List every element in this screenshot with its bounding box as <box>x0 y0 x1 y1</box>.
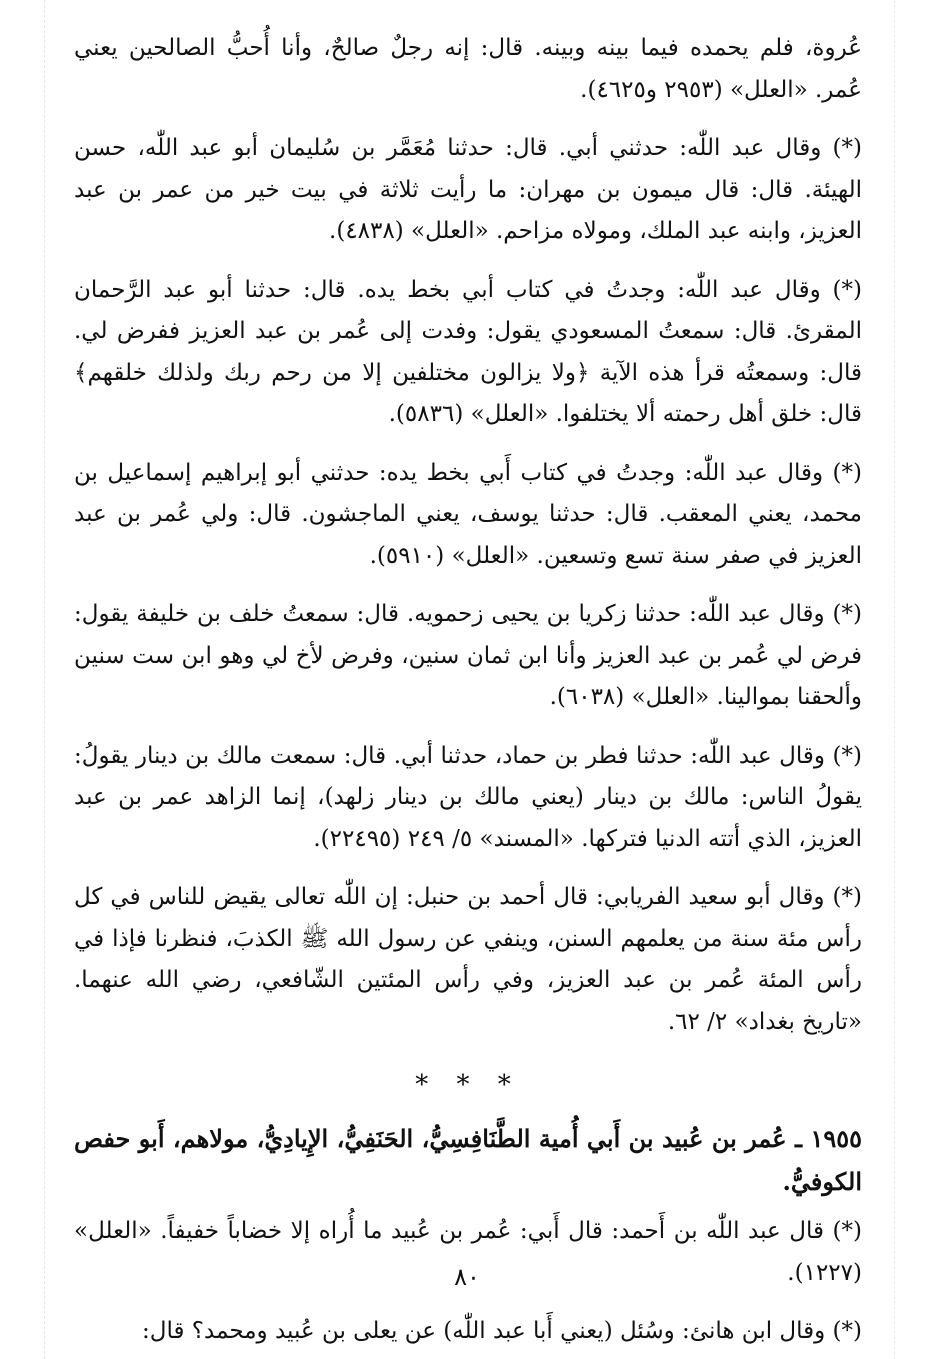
paragraph-gap <box>74 436 862 453</box>
paragraph-gap <box>74 253 862 270</box>
paragraph-gap <box>74 719 862 736</box>
paragraph-5910: (*) وقال عبد اللّٰه: وجدتُ في كتاب أَبي بخط يده: حدثني أبو إبراهيم إسماعيل بن محمد، يعني المعقب. قال: حدثنا يوسف، يعني الماجشون. قال: ولي عُمر بن عبد العزيز في صفر سنة تسع وتسعين. «العلل» (٥٩١٠). <box>74 459 862 569</box>
scan-edge-left <box>44 0 46 1359</box>
paragraph-4838: (*) وقال عبد اللّٰه: حدثني أبي. قال: حدثنا مُعَمَّر بن سُليمان أبو عبد اللّٰه، حسن الهيئة. قال: قال ميمون بن مهران: ما رأيت ثلاثة في بيت خير من عمر بن عبد العزيز، وابنه عبد الملك، ومولاه مزاحم. «العلل» (٤٨٣٨). <box>74 135 862 244</box>
scan-edge-right <box>894 0 896 1359</box>
paragraph-continuation: عُروة، فلم يحمده فيما بينه وبينه. قال: إنه رجلٌ صالحٌ، وأنا أُحبُّ الصالحين يعني عُمر. «العلل» (٢٩٥٣ و٤٦٢٥). <box>74 35 862 103</box>
paragraph-gap <box>74 577 862 594</box>
page-body <box>74 28 862 1353</box>
paragraph-gap <box>74 111 862 128</box>
paragraph-5836: (*) وقال عبد اللّٰه: وجدتُ في كتاب أبي بخط يده. قال: حدثنا أبو عبد الرَّحمان المقرئ. قال: سمعتُ المسعودي يقول: وفدت إلى عُمر بن عبد العزيز ففرض لي. قال: وسمعتُه قرأ هذه الآية ﴿ولا يزالون مختلفين إلا من رحم ربك ولذلك خلقهم﴾ قال: خلق أهل رحمته ألا يختلفوا. «العلل» (٥٨٣٦). <box>74 276 862 427</box>
paragraph-gap <box>74 1294 862 1311</box>
page-number: ٨٠ <box>454 1263 480 1291</box>
paragraph-gap <box>74 860 862 877</box>
paragraph-ibn-hani: (*) وقال ابن هانئ: وسُئل (يعني أَبا عبد اللّٰه) عن يعلى بن عُبيد ومحمد؟ قال: <box>142 1318 862 1344</box>
section-separator: * * * <box>415 1070 521 1100</box>
entry-heading-1955: ١٩٥٥ ـ عُمر بن عُبيد بن أَبي أُمية الطَّنَافِسِيُّ، الحَنَفِيُّ، الإِيادِيُّ، مولاهم، أَبو حفص الكوفيُّ. <box>74 1124 862 1196</box>
paragraph-tarikh-baghdad: (*) وقال أبو سعيد الفريابي: قال أحمد بن حنبل: إن اللّٰه تعالى يقيض للناس في كل رأس مئة سنة من يعلمهم السنن، وينفي عن رسول الله ﷺ الكذبَ، فنظرنا فإذا في رأس المئة عُمر بن عبد العزيز، وفي رأس المئتين الشّافعي، رضي الله عنهما. «تاريخ بغداد» ٢/ ٦٢. <box>74 884 862 1035</box>
paragraph-1227: (*) قال عبد اللّٰه بن أَحمد: قال أَبي: عُمر بن عُبيد ما أُراه إلا خضاباً خفيفاً. «العلل» (١٢٢٧). <box>74 1218 862 1286</box>
paragraph-6038: (*) وقال عبد اللّٰه: حدثنا زكريا بن يحيى زحمويه. قال: سمعتُ خلف بن خليفة يقول: فرض لي عُمر بن عبد العزيز وأنا ابن ثمان سنين، وفرض لأخ لي وهو ابن ست سنين وألحقنا بموالينا. «العلل» (٦٠٣٨). <box>74 601 862 710</box>
paragraph-musnad: (*) وقال عبد اللّٰه: حدثنا فطر بن حماد، حدثنا أبي. قال: سمعت مالك بن دينار يقولُ: يقولُ الناس: مالك بن دينار (يعني مالك بن دينار زلهد)، إنما الزاهد عمر بن عبد العزيز، الذي أتته الدنيا فتركها. «المسند» ٥/ ٢٤٩ (٢٢٤٩٥). <box>74 742 862 852</box>
